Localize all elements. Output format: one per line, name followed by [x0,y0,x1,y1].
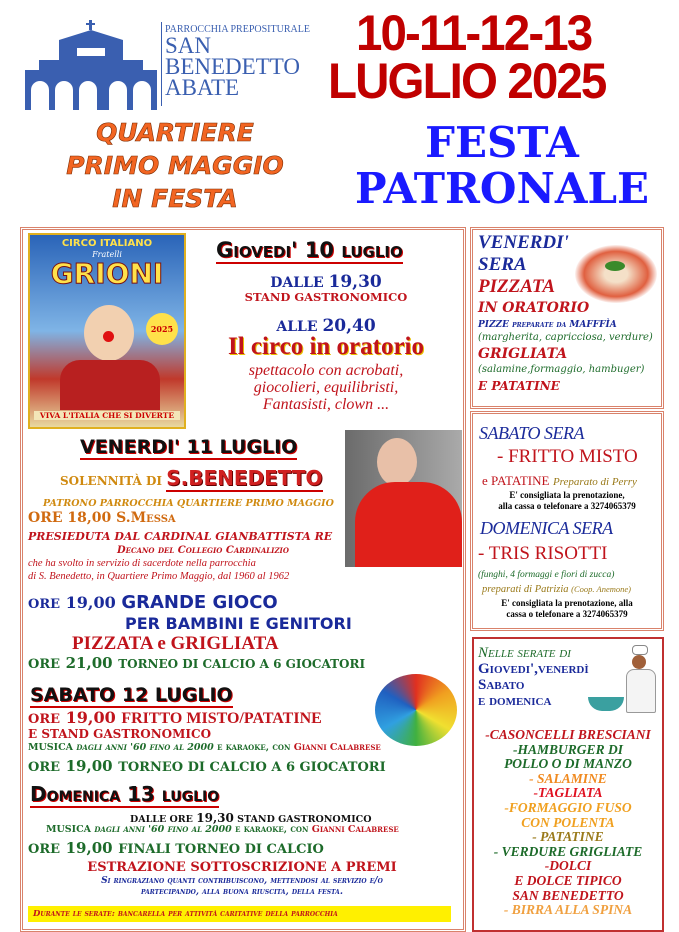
menu-item: CON POLENTA [521,814,615,830]
desc-line: giocolieri, equilibristi, [253,379,399,396]
ringraziamo-line: Si ringraziano quanti contribuiscono, mettendosi al servizio e/o [101,876,383,886]
circus-top: CIRCO ITALIANO [61,238,153,249]
domenica-title: Domenica 13 luglio [30,782,220,806]
venerdi-sera-title [478,232,569,276]
grigliata-label: GRIGLIATA [478,346,568,362]
pizzata-label: PIZZATA [478,276,556,297]
chef-icon [620,645,658,715]
menu-item: -FORMAGGIO FUSO [504,799,632,815]
sabato-torneo [28,756,386,775]
solennita [60,466,323,490]
desc-line: Fantasisti, clown ... [262,396,390,413]
grande-gioco [28,592,278,613]
line: Nelle serate di [478,645,571,661]
line: alla cassa o telefonare a 3274065379 [498,501,636,511]
festa-line: PATRONALE [354,164,650,213]
ore-label: ORE [28,760,61,775]
servizio-text [28,557,289,583]
menu-item: E DOLCE TIPICO [514,872,622,888]
desc-line: spettacolo con acrobati, [248,362,404,379]
line: E' consigliata la prenotazione, alla [501,598,633,608]
line: SERA [478,254,527,275]
parish-name-line: BENEDETTO [165,54,301,79]
ore-label: ORE [28,842,61,857]
line: e domenica [478,693,552,709]
event-month-year: LUGLIO 2025 [328,53,606,109]
giovedi-dalle [186,272,466,292]
musica-label: MUSICA [28,742,74,753]
quartiere-line: IN FESTA [112,184,238,213]
menu-item: -TAGLIATA [533,785,603,801]
circus-year-badge: 2025 [146,313,178,345]
sabato-musica [28,742,381,753]
karaoke-text: e karaoke, con [235,824,309,835]
line: VENERDI' [478,232,569,253]
menu-item: -CASONCELLI BRESCIANI [485,727,651,742]
coop-text: (Coop. Anemone) [571,584,631,594]
decano-text: Decano del Collegio Cardinalizio [117,545,289,556]
circo-title: Il circo in oratorio [227,333,425,360]
domenica-finali [28,838,324,857]
quartiere-line: PRIMO MAGGIO [66,151,284,180]
festa-line: FESTA [425,118,579,167]
event-dates: 10-11-12-13 [356,5,592,61]
oratorio-label: IN ORATORIO [478,300,590,316]
quartiere-title [30,116,320,215]
clown-jacket [60,360,160,410]
fritto-text: FRITTO MISTO/PATATINE [121,710,322,727]
church-logo-icon [25,18,157,110]
time: 19,00 [65,708,116,727]
circo-desc [186,362,466,413]
parish-name-line: ABATE [165,75,240,100]
torneo-text: TORNEO DI CALCIO A 6 GIOCATORI [118,657,366,671]
menu-header [478,645,589,709]
circus-name: GRIONI [50,257,164,290]
dalle-label: DALLE ORE [130,814,193,825]
dj-name: Gianni Calabrese [293,742,381,753]
prenotazione-domenica [472,598,662,620]
patatine-perry [482,473,637,489]
presieduta-text: PRESIEDUTA DAL CARDINAL GIANBATTISTA RE [28,530,333,543]
time: 19,00 [65,839,113,857]
alle-label: ALLE [276,319,318,335]
patatine-label: E PATATINE [478,379,560,393]
estrazione-text: ESTRAZIONE SOTTOSCRIZIONE A PREMI [87,860,397,875]
patrizia-label [482,584,631,595]
circus-sub: Fratelli [92,250,122,259]
menu-list [474,728,662,918]
pizze-label: PIZZE preparate da MAFFFÌA [478,320,617,330]
line: Sabato [478,677,525,693]
patatine-label: e PATATINE [482,473,550,488]
time: 19,00 [65,593,116,612]
quartiere-line: QUARTIERE [96,118,254,147]
prenotazione-sabato [472,490,662,512]
menu-item: - BIRRA ALLA SPINA [503,902,633,918]
time: 19,30 [328,272,382,292]
torneo-venerdi [28,653,365,672]
stand-text: STAND GASTRONOMICO [237,814,372,825]
karaoke-text: e karaoke, con [217,742,291,753]
ore-label: ORE [28,597,61,612]
menu-item: SAN BENEDETTO [512,887,624,903]
servizio-line: che ha svolto in servizio di sacerdote nella parrocchia [28,558,256,569]
solennita-label: SOLENNITÀ DI [60,474,163,488]
gioco-title: GRANDE GIOCO [121,592,278,613]
menu-item: POLLO O DI MANZO [504,756,632,772]
patrono-text: PATRONO PARROCCHIA QUARTIERE PRIMO MAGGIO [43,498,334,509]
pizzata-text: PIZZATA e GRIGLIATA [72,633,279,654]
pizza-image [575,245,657,303]
menu-item: -DOLCI [544,858,592,874]
musica-label: MUSICA [46,824,92,835]
time: 21,00 [65,654,113,672]
ringraziamenti [22,876,462,898]
menu-item: -HAMBURGER DI [513,741,623,757]
santo-name: S.BENEDETTO [166,466,323,490]
festa-patronale-title [332,120,672,212]
circus-banner: VIVA L'ITALIA CHE SI DIVERTE [34,411,180,420]
menu-item: - VERDURE GRIGLIATE [493,843,643,859]
bancarella-banner: Durante le serate: bancarella per attività caritative della parrocchia [28,906,451,922]
domenica-stand [130,811,372,825]
line: Giovedi',venerdì [478,661,589,677]
sabato-sera-title: SABATO SERA [479,423,584,443]
cardinal-photo [345,430,462,567]
parish-name-line: SAN [165,33,212,58]
ore-label: ORE [28,657,61,672]
perry-label: Preparato di Perry [552,476,637,488]
parish-label: PARROCCHIA PREPOSITURALE [165,24,310,35]
dalle-label: DALLE [270,275,324,291]
pizze-list: (margherita, capricciosa, verdure) [478,332,653,343]
ringraziamo-line: partecipando, alla buona riuscita, della festa. [141,887,343,897]
messa-time: ORE 18,00 S.Messa [28,510,176,526]
domenica-sera-title: DOMENICA SERA [480,518,613,538]
time: 19,00 [65,757,113,775]
anni-text: dagli anni '60 fino al 2000 [94,824,232,835]
clown-nose [103,331,114,342]
circus-poster-image [28,233,186,429]
line: E' consigliata la prenotazione, [509,490,625,500]
ore-label: ORE [28,712,61,727]
sabato-title: SABATO 12 LUGLIO [30,684,233,706]
tris-risotti-label: - TRIS RISOTTI [478,543,608,564]
domenica-musica [46,824,399,835]
torneo-text: TORNEO DI CALCIO A 6 GIOCATORI [118,760,386,775]
bambini-text: PER BAMBINI E GENITORI [125,614,352,633]
anni-text: dagli anni '60 fino al 2000 [76,742,214,753]
dj-name: Gianni Calabrese [311,824,399,835]
sabato-fritto [28,708,322,728]
finali-text: FINALI TORNEO DI CALCIO [118,842,324,857]
grigliata-list: (salamine,formaggio, hambuger) [478,364,645,375]
venerdi-title: VENERDI' 11 LUGLIO [80,436,298,458]
time: 19,30 [196,811,234,825]
line: cassa o telefonare a 3274065379 [506,609,628,619]
risotti-list: (funghi, 4 formaggi e fiori di zucca) [478,570,615,580]
stand-gastronomico: E STAND GASTRONOMICO [28,727,212,741]
servizio-line: di S. Benedetto, in Quartiere Primo Maggio, dal 1960 al 1962 [28,571,290,582]
menu-item: - SALAMINE [529,770,607,786]
giovedi-title: Giovedi' 10 luglio [216,238,403,262]
menu-item: - PATATINE [532,829,604,845]
fritto-misto-label: - FRITTO MISTO [497,446,638,467]
patrizia-text: preparati di Patrizia [482,584,569,595]
time: 20,40 [322,316,376,336]
logo-divider [161,22,162,106]
stand-gastronomico: STAND GASTRONOMICO [244,290,408,304]
parish-name [165,24,310,98]
tournament-logo-icon [375,674,457,746]
